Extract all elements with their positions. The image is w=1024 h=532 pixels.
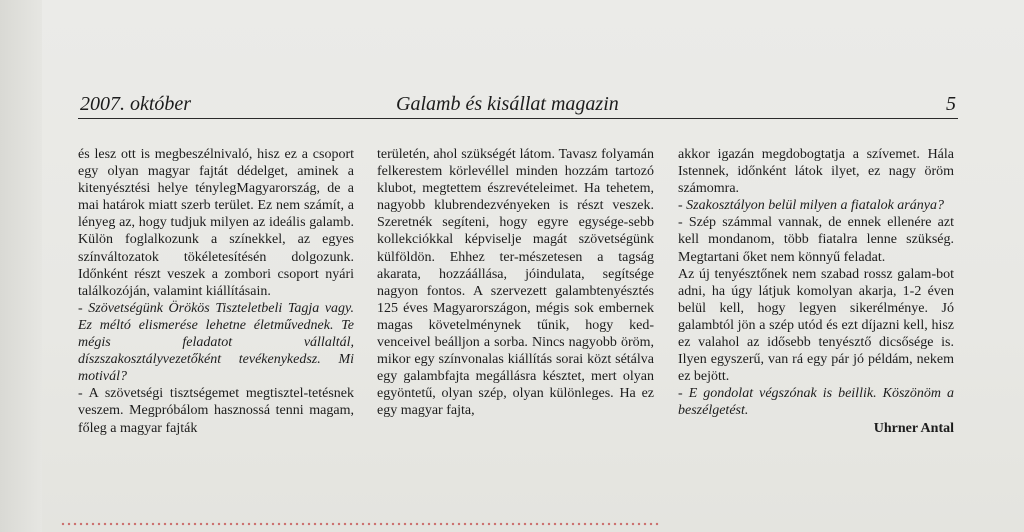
answer-paragraph: és lesz ott is megbeszélnivaló, hisz ez a csoport egy olyan magyar fajtát dédelget, aminek a kitenyésztési helye ténylegMagyarország, de a mai határok miatt szerb terület. Ez nem számít, a lényeg az, hogy tudjuk milyen az ideális galamb. Külön foglalkozunk a színekkel, az egyes színváltozatok tökéletesítésén dolgozunk. Időnként részt veszek a zombori csoport nyári találkozóján, valamint kiállításain.: [78, 147, 354, 299]
decorative-dotted-border: [60, 522, 660, 526]
article-column-1: [78, 146, 354, 437]
interview-closing: - E gondolat végszónak is beillik. Köszönöm a beszélgetést.: [678, 386, 954, 419]
article-column-3: [678, 146, 954, 437]
article-column-2: [377, 146, 654, 420]
answer-paragraph: területén, ahol szükségét látom. Tavasz folyamán felkerestem körlevéllel minden hozzám tartozó klubot, megtettem észrevételeimet. Ha tehetem, nagyobb klubrendezvényeken is részt veszek. Szeretnék segíteni, hogy egyre egysége-sebb kollekciókkal képviselje magát szövetségünk külföldön. Ehhez ter-mészetesen a tagság akarata, hozzáállása, jóindulata, segítsége nagyon fontos. A szervezett galambtenyésztés 125 éves Magyarországon, mégis sok embernek magas követelménynek tűnik, hogy ked-venceivel beálljon a sorba. Nincs nagyobb öröm, mikor egy színvonalas kiállítás sorai közt sétálva egy galambfajta megállásra késztet, mert olyan egyöntetű, olyan szép, olyan különleges. Ha ez egy magyar fajta,: [377, 147, 654, 419]
interview-question: - Szövetségünk Örökös Tiszteletbeli Tagja vagy. Ez méltó elismerése lehetne életművednek. Te mégis feladatot vállaltál, díszszakosztályvezetőként tevékenykedsz. Mi motivál?: [78, 300, 354, 385]
answer-paragraph: Az új tenyésztőnek nem szabad rossz galam-bot adni, ha úgy látjuk komolyan akarja, 1-2 éven belül kell, hogy legyen sikerélménye. Jó galambtól jön a szép utód és ezt díjazni kell, hisz ez valahol az idősebb tenyésztő dicsősége is. Ilyen egyszerű, van rá egy pár jó példám, nekem ez bejött.: [678, 266, 954, 385]
author-signature: Uhrner Antal: [873, 420, 954, 436]
page-margin-shadow: [0, 0, 42, 532]
answer-paragraph: - Szép számmal vannak, de ennek ellenére azt kell mondanom, több fiatalra lenne szükség. Megtartani őket nem könnyű feladat.: [678, 215, 954, 265]
header-date: 2007. október: [80, 93, 192, 115]
header-magazine-title: Galamb és kisállat magazin: [396, 93, 619, 115]
answer-paragraph: - A szövetségi tisztségemet megtisztel-tetésnek veszem. Megpróbálom hasznossá tenni magam, főleg a magyar fajták: [78, 386, 354, 436]
page-header: [78, 88, 958, 119]
header-page-number: 5: [946, 93, 956, 115]
interview-question: - Szakosztályon belül milyen a fiatalok aránya?: [678, 198, 944, 214]
answer-paragraph: akkor igazán megdobogtatja a szívemet. Hála Istennek, időnként látok ilyet, ez nagy öröm számomra.: [678, 147, 954, 197]
